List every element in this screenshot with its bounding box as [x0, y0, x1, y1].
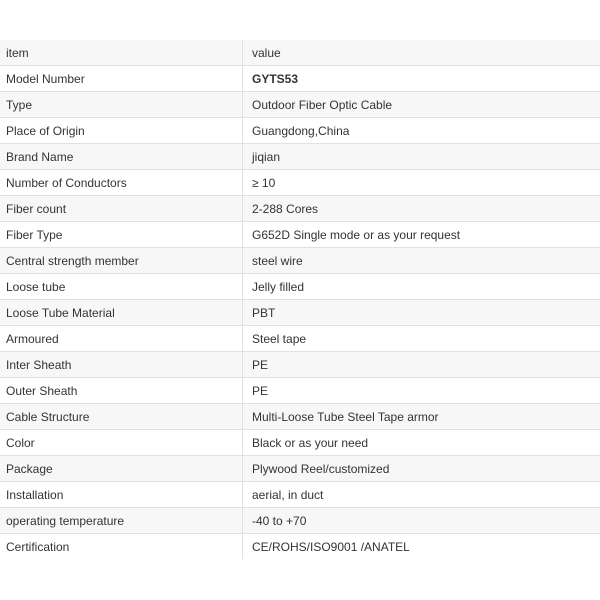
- row-item: Number of Conductors: [0, 170, 243, 196]
- row-item: Color: [0, 430, 243, 456]
- table-row: [0, 404, 600, 430]
- row-item: Central strength member: [0, 248, 243, 274]
- row-value: Plywood Reel/customized: [243, 456, 600, 482]
- row-item: Cable Structure: [0, 404, 243, 430]
- row-value: 2-288 Cores: [243, 196, 600, 222]
- row-item: Brand Name: [0, 144, 243, 170]
- table-row: [0, 482, 600, 508]
- row-item: Outer Sheath: [0, 378, 243, 404]
- row-item: Fiber count: [0, 196, 243, 222]
- table-header-row: [0, 40, 600, 66]
- table-row: [0, 66, 600, 92]
- row-value: Jelly filled: [243, 274, 600, 300]
- row-value: steel wire: [243, 248, 600, 274]
- table-row: [0, 378, 600, 404]
- row-item: Inter Sheath: [0, 352, 243, 378]
- row-value: aerial, in duct: [243, 482, 600, 508]
- row-value: GYTS53: [243, 66, 600, 92]
- row-item: Loose tube: [0, 274, 243, 300]
- row-value: jiqian: [243, 144, 600, 170]
- row-value: CE/ROHS/ISO9001 /ANATEL: [252, 539, 410, 554]
- table-row: [0, 92, 600, 118]
- row-value: Outdoor Fiber Optic Cable: [243, 92, 600, 118]
- spec-table: [0, 40, 600, 559]
- row-value: G652D Single mode or as your request: [243, 222, 600, 248]
- row-item: Place of Origin: [0, 118, 243, 144]
- row-item: Armoured: [0, 326, 243, 352]
- table-row: [0, 456, 600, 482]
- table-row: [0, 170, 600, 196]
- row-value: -40 to +70: [243, 508, 600, 534]
- header-item: item: [0, 40, 243, 66]
- row-value: Black or as your need: [243, 430, 600, 456]
- row-value: PE: [243, 378, 600, 404]
- table-row: [0, 534, 600, 560]
- table-row: [0, 352, 600, 378]
- table-row: [0, 508, 600, 534]
- table-row: [0, 196, 600, 222]
- row-value: Steel tape: [243, 326, 600, 352]
- row-item: Fiber Type: [0, 222, 243, 248]
- row-item: Loose Tube Material: [0, 300, 243, 326]
- table-row: [0, 118, 600, 144]
- row-item: Certification: [0, 534, 243, 560]
- table-row: [0, 248, 600, 274]
- row-value: PBT: [243, 300, 600, 326]
- table-row: [0, 300, 600, 326]
- row-item: Installation: [0, 482, 243, 508]
- table-row: [0, 144, 600, 170]
- table-row: [0, 326, 600, 352]
- row-value: Multi-Loose Tube Steel Tape armor: [243, 404, 600, 430]
- table-row: [0, 222, 600, 248]
- row-item: Type: [0, 92, 243, 118]
- row-item: operating temperature: [0, 508, 243, 534]
- header-value: value: [243, 40, 600, 66]
- table-row: [0, 430, 600, 456]
- row-item: Package: [0, 456, 243, 482]
- row-value: PE: [243, 352, 600, 378]
- row-item: Model Number: [0, 66, 243, 92]
- table-row: [0, 274, 600, 300]
- row-value: Guangdong,China: [243, 118, 600, 144]
- row-value: ≥ 10: [243, 170, 600, 196]
